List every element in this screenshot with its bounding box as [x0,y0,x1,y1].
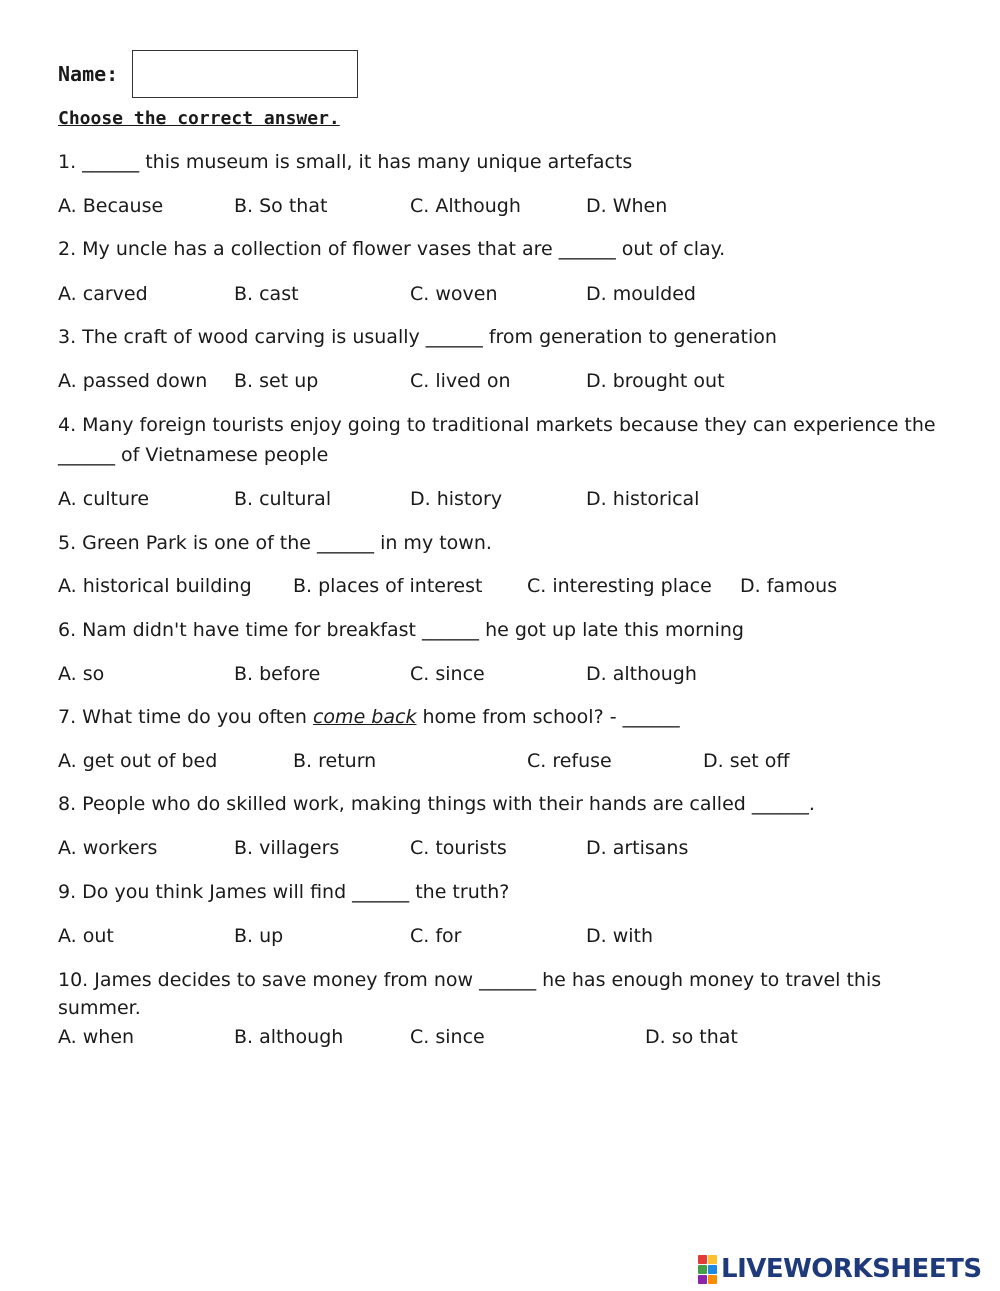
logo-blocks-icon [698,1255,717,1284]
question-1: 1. ______ this museum is small, it has many unique artefacts [58,151,633,173]
option-8b[interactable]: B. villagers [234,837,340,859]
question-7-underlined-phrase: come back [312,706,417,728]
option-3d[interactable]: D. brought out [586,370,725,392]
option-6a[interactable]: A. so [58,663,105,685]
question-7-text-after: home from school? - ______ [416,706,680,728]
option-2a[interactable]: A. carved [58,283,148,305]
question-8: 8. People who do skilled work, making things with their hands are called ______. [58,793,815,815]
option-9c[interactable]: C. for [410,925,462,947]
option-9a[interactable]: A. out [58,925,114,947]
option-4c[interactable]: D. history [410,488,503,510]
question-6: 6. Nam didn't have time for breakfast ______ he got up late this morning [58,619,744,641]
option-10c[interactable]: C. since [410,1026,485,1048]
question-10: 10. James decides to save money from now ______ he has enough money to travel this summer. [58,969,882,1019]
option-5a[interactable]: A. historical building [58,575,252,597]
option-9b[interactable]: B. up [234,925,284,947]
question-2: 2. My uncle has a collection of flower vases that are ______ out of clay. [58,238,726,260]
logo-text: LIVEWORKSHEETS [721,1254,982,1284]
option-1d[interactable]: D. When [586,195,668,217]
option-10a[interactable]: A. when [58,1026,135,1048]
option-8c[interactable]: C. tourists [410,837,507,859]
name-label: Name: [58,62,119,86]
option-4d[interactable]: D. historical [586,488,700,510]
option-1a[interactable]: A. Because [58,195,164,217]
name-input[interactable] [132,50,358,98]
option-7b[interactable]: B. return [293,750,377,772]
option-7a[interactable]: A. get out of bed [58,750,218,772]
option-4b[interactable]: B. cultural [234,488,332,510]
option-10d[interactable]: D. so that [645,1026,738,1048]
option-8a[interactable]: A. workers [58,837,158,859]
option-10b[interactable]: B. although [234,1026,344,1048]
option-2b[interactable]: B. cast [234,283,299,305]
option-3a[interactable]: A. passed down [58,370,208,392]
option-5d[interactable]: D. famous [740,575,838,597]
question-5: 5. Green Park is one of the ______ in my town. [58,532,492,554]
option-8d[interactable]: D. artisans [586,837,689,859]
option-7c[interactable]: C. refuse [527,750,612,772]
question-4: 4. Many foreign tourists enjoy going to traditional markets because they can experience the ______ of Vietnamese people [58,414,936,466]
question-7 [58,706,680,728]
option-5b[interactable]: B. places of interest [293,575,483,597]
option-2c[interactable]: C. woven [410,283,498,305]
question-9: 9. Do you think James will find ______ the truth? [58,881,510,903]
option-3c[interactable]: C. lived on [410,370,511,392]
option-1b[interactable]: B. So that [234,195,328,217]
option-1c[interactable]: C. Although [410,195,521,217]
option-6b[interactable]: B. before [234,663,321,685]
instruction-heading: Choose the correct answer. [58,108,340,129]
option-5c[interactable]: C. interesting place [527,575,712,597]
option-9d[interactable]: D. with [586,925,654,947]
option-7d[interactable]: D. set off [703,750,790,772]
option-6d[interactable]: D. although [586,663,697,685]
liveworksheets-logo [698,1254,982,1284]
question-3: 3. The craft of wood carving is usually ______ from generation to generation [58,326,777,348]
question-7-text-before: 7. What time do you often [58,706,313,728]
option-3b[interactable]: B. set up [234,370,319,392]
option-2d[interactable]: D. moulded [586,283,696,305]
option-4a[interactable]: A. culture [58,488,150,510]
option-6c[interactable]: C. since [410,663,485,685]
